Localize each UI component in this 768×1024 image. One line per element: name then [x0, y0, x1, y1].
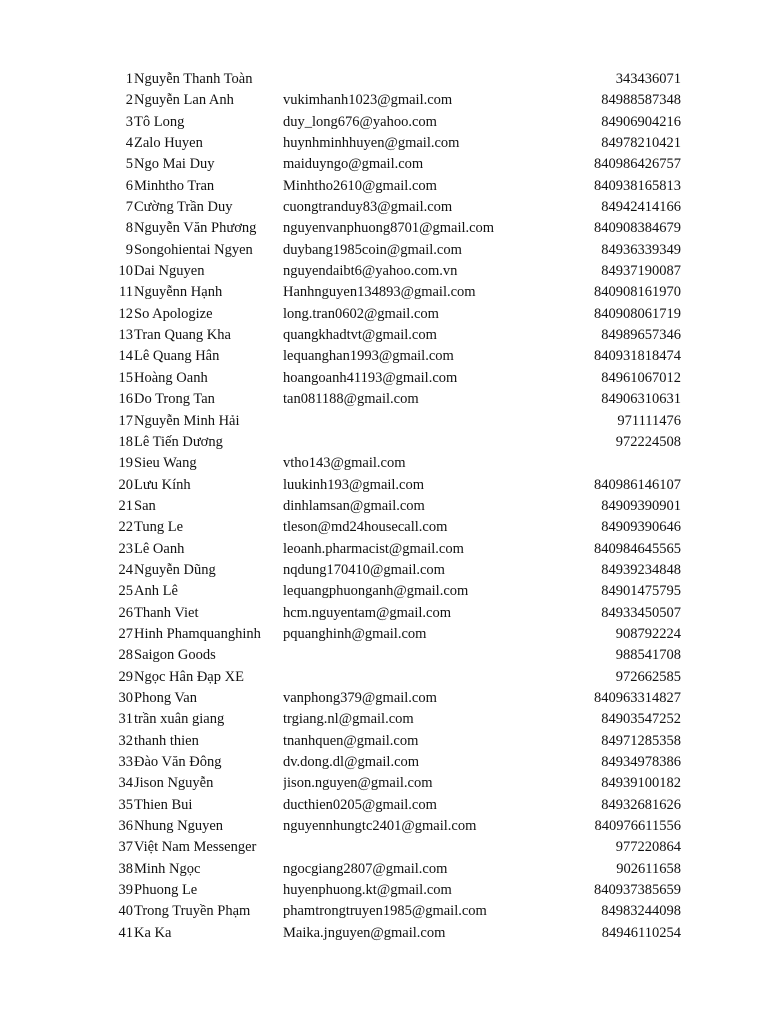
contact-email: Maika.jnguyen@gmail.com	[283, 924, 446, 941]
contact-name: Minh Ngọc	[134, 860, 201, 877]
contact-name: Trong Truyền Phạm	[134, 903, 251, 920]
table-row	[0, 432, 768, 453]
contact-phone: 84978210421	[601, 135, 681, 152]
contact-phone: 84933450507	[601, 604, 681, 621]
row-number: 41	[118, 924, 133, 941]
contact-name: Tung Le	[134, 519, 184, 536]
table-row	[0, 624, 768, 645]
contact-name: Hinh Phamquanghinh	[134, 625, 261, 642]
contact-phone: 343436071	[615, 71, 681, 87]
table-row	[0, 176, 768, 197]
contact-phone: 840963314827	[594, 689, 681, 706]
contact-table	[0, 69, 768, 944]
contact-phone: 84932681626	[601, 796, 681, 813]
contact-phone: 840937385659	[594, 882, 681, 899]
table-row	[0, 325, 768, 346]
row-number: 30	[118, 689, 133, 706]
table-row	[0, 688, 768, 709]
contact-name: Cường Trần Duy	[134, 199, 233, 216]
contact-email: nqdung170410@gmail.com	[283, 561, 445, 578]
row-number: 20	[118, 476, 133, 493]
row-number: 17	[118, 412, 133, 429]
row-number: 2	[125, 92, 133, 109]
table-row	[0, 539, 768, 560]
table-row	[0, 880, 768, 901]
contact-phone: 971111476	[617, 412, 681, 429]
table-row	[0, 112, 768, 133]
table-row	[0, 603, 768, 624]
table-row	[0, 581, 768, 602]
table-row	[0, 475, 768, 496]
contact-email: phamtrongtruyen1985@gmail.com	[283, 903, 487, 920]
contact-phone: 840976611556	[594, 818, 681, 835]
contact-phone: 84934978386	[601, 754, 681, 770]
table-row	[0, 560, 768, 581]
contact-email: tan081188@gmail.com	[283, 391, 419, 408]
contact-phone: 84946110254	[601, 924, 681, 941]
row-number: 5	[125, 156, 133, 173]
table-row	[0, 389, 768, 410]
contact-email: nguyennhungtc2401@gmail.com	[283, 818, 477, 835]
contact-name: Thanh Viet	[134, 604, 199, 621]
contact-email: cuongtranduy83@gmail.com	[283, 199, 453, 216]
contact-phone: 84983244098	[601, 903, 681, 920]
contact-email: ngocgiang2807@gmail.com	[283, 860, 448, 877]
contact-email: Minhtho2610@gmail.com	[283, 177, 437, 194]
contact-name: Lê Quang Hân	[134, 348, 220, 365]
table-row	[0, 837, 768, 858]
contact-phone: 840908384679	[594, 220, 681, 237]
row-number: 29	[118, 668, 133, 685]
contact-name: Dai Nguyen	[134, 263, 205, 280]
contact-phone: 84988587348	[601, 92, 681, 109]
contact-name: Phong Van	[134, 689, 197, 706]
contact-phone: 902611658	[616, 860, 681, 877]
row-number: 13	[118, 327, 133, 344]
contact-name: Lê Oanh	[134, 540, 185, 557]
contact-name: Do Trong Tan	[134, 391, 215, 408]
row-number: 4	[125, 135, 133, 152]
table-row	[0, 795, 768, 816]
contact-name: Lưu Kính	[134, 476, 191, 493]
row-number: 38	[118, 860, 133, 877]
row-number: 9	[125, 241, 133, 258]
contact-email: hcm.nguyentam@gmail.com	[283, 604, 451, 621]
table-row	[0, 667, 768, 688]
contact-phone: 84939234848	[601, 561, 681, 578]
contact-email: huyenphuong.kt@gmail.com	[283, 882, 452, 899]
row-number: 15	[118, 369, 133, 386]
table-row	[0, 282, 768, 303]
table-row	[0, 411, 768, 432]
contact-email: leoanh.pharmacist@gmail.com	[283, 540, 464, 557]
contact-phone: 840986146107	[594, 476, 681, 493]
contact-name: San	[134, 497, 156, 514]
contact-name: Nguyễn Dũng	[134, 561, 216, 578]
contact-phone: 84903547252	[601, 711, 681, 728]
contact-name: trần xuân giang	[134, 711, 225, 728]
contact-phone: 840908161970	[594, 284, 681, 301]
table-row	[0, 133, 768, 154]
contact-name: Zalo Huyen	[134, 135, 203, 152]
table-row	[0, 901, 768, 922]
row-number: 34	[118, 775, 133, 792]
contact-name: Ka Ka	[134, 924, 172, 941]
table-row	[0, 69, 768, 90]
row-number: 21	[118, 497, 133, 514]
contact-email: jison.nguyen@gmail.com	[283, 775, 433, 792]
contact-email: luukinh193@gmail.com	[283, 476, 425, 493]
contact-name: Nhung Nguyen	[134, 818, 224, 835]
contact-email: Hanhnguyen134893@gmail.com	[283, 284, 476, 301]
row-number: 35	[118, 796, 133, 813]
contact-phone: 972224508	[615, 433, 681, 450]
contact-name: Nguyễn Thanh Toàn	[134, 71, 253, 87]
contact-email: ducthien0205@gmail.com	[283, 796, 437, 813]
contact-phone: 84971285358	[601, 732, 681, 749]
contact-email: nguyendaibt6@yahoo.com.vn	[283, 263, 458, 280]
table-row	[0, 731, 768, 752]
contact-phone: 840986426757	[594, 156, 681, 173]
row-number: 26	[118, 604, 133, 621]
contact-phone: 988541708	[615, 647, 681, 664]
row-number: 11	[119, 284, 133, 301]
row-number: 12	[118, 305, 133, 322]
contact-name: Lê Tiến Dương	[134, 433, 223, 450]
row-number: 24	[118, 561, 133, 578]
contact-name: Nguyễn Minh Hải	[134, 412, 240, 429]
contact-phone: 84936339349	[601, 241, 681, 258]
contact-phone: 908792224	[615, 625, 681, 642]
contact-name: Sieu Wang	[134, 455, 197, 472]
table-row	[0, 368, 768, 389]
row-number: 10	[118, 263, 133, 280]
contact-name: Ngo Mai Duy	[134, 156, 215, 173]
table-row	[0, 752, 768, 773]
row-number: 16	[118, 391, 133, 408]
row-number: 28	[118, 647, 133, 664]
table-row	[0, 304, 768, 325]
contact-phone: 84942414166	[601, 199, 681, 216]
contact-name: Nguyễn Lan Anh	[134, 92, 234, 109]
contact-phone: 84961067012	[601, 369, 681, 386]
contact-name: thanh thien	[134, 732, 199, 749]
contact-name: Ngọc Hân Đạp XE	[134, 668, 244, 685]
contact-email: huynhminhhuyen@gmail.com	[283, 135, 460, 152]
table-row	[0, 517, 768, 538]
contact-email: trgiang.nl@gmail.com	[283, 711, 414, 728]
table-row	[0, 261, 768, 282]
table-row	[0, 496, 768, 517]
row-number: 31	[118, 711, 133, 728]
contact-phone: 84937190087	[601, 263, 681, 280]
table-row	[0, 709, 768, 730]
table-row	[0, 218, 768, 239]
contact-email: vtho143@gmail.com	[283, 455, 406, 472]
contact-phone: 977220864	[615, 839, 681, 856]
contact-email: long.tran0602@gmail.com	[283, 305, 439, 322]
row-number: 1	[125, 71, 133, 87]
contact-name: Đào Văn Đông	[134, 754, 222, 770]
contact-name: Anh Lê	[134, 583, 178, 600]
contact-email: duybang1985coin@gmail.com	[283, 241, 462, 258]
table-row	[0, 453, 768, 474]
contact-name: Jison Nguyễn	[134, 775, 214, 792]
row-number: 23	[118, 540, 133, 557]
row-number: 40	[118, 903, 133, 920]
contact-email: hoangoanh41193@gmail.com	[283, 369, 458, 386]
contact-email: tleson@md24housecall.com	[283, 519, 448, 536]
contact-phone: 84939100182	[601, 775, 681, 792]
table-row	[0, 154, 768, 175]
contact-name: Minhtho Tran	[134, 177, 215, 194]
table-row	[0, 923, 768, 944]
table-row	[0, 859, 768, 880]
contact-phone: 84989657346	[601, 327, 681, 344]
row-number: 6	[125, 177, 133, 194]
table-row	[0, 197, 768, 218]
contact-name: Tô Long	[134, 113, 185, 130]
contact-email: maiduyngo@gmail.com	[283, 156, 424, 173]
table-row	[0, 90, 768, 111]
row-number: 14	[118, 348, 133, 365]
contact-phone: 840931818474	[594, 348, 681, 365]
contact-email: dv.dong.dl@gmail.com	[283, 754, 420, 770]
contact-email: vukimhanh1023@gmail.com	[283, 92, 453, 109]
row-number: 27	[118, 625, 133, 642]
contact-email: lequangphuonganh@gmail.com	[283, 583, 469, 600]
contact-email: tnanhquen@gmail.com	[283, 732, 419, 749]
contact-email: vanphong379@gmail.com	[283, 689, 437, 706]
contact-email: pquanghinh@gmail.com	[283, 625, 427, 642]
contact-phone: 840938165813	[594, 177, 681, 194]
row-number: 32	[118, 732, 133, 749]
contact-email: duy_long676@yahoo.com	[283, 113, 437, 130]
contact-phone: 84906904216	[601, 113, 681, 130]
table-row	[0, 773, 768, 794]
row-number: 39	[118, 882, 133, 899]
contact-name: Nguyễn Văn Phương	[134, 220, 257, 237]
table-row	[0, 816, 768, 837]
contact-phone: 840908061719	[594, 305, 681, 322]
contact-name: Việt Nam Messenger	[134, 839, 257, 856]
contact-name: Saigon Goods	[134, 647, 216, 664]
row-number: 8	[125, 220, 133, 237]
contact-phone: 84901475795	[601, 583, 681, 600]
row-number: 7	[125, 199, 133, 216]
row-number: 3	[125, 113, 133, 130]
row-number: 22	[118, 519, 133, 536]
contact-name: So Apologize	[134, 305, 213, 322]
contact-phone: 972662585	[615, 668, 681, 685]
contact-name: Thien Bui	[134, 796, 193, 813]
contact-email: dinhlamsan@gmail.com	[283, 497, 425, 514]
table-row	[0, 645, 768, 666]
contact-phone: 84909390646	[601, 519, 681, 536]
row-number: 33	[118, 754, 133, 770]
table-row	[0, 346, 768, 367]
row-number: 37	[118, 839, 133, 856]
contact-name: Nguyễnn Hạnh	[134, 284, 223, 301]
contact-phone: 84906310631	[601, 391, 681, 408]
row-number: 18	[118, 433, 133, 450]
table-row	[0, 240, 768, 261]
contact-name: Hoàng Oanh	[134, 369, 208, 386]
contact-name: Songohientai Ngyen	[134, 241, 253, 258]
contact-name: Phuong Le	[134, 882, 198, 899]
row-number: 36	[118, 818, 133, 835]
row-number: 25	[118, 583, 133, 600]
contact-name: Tran Quang Kha	[134, 327, 231, 344]
row-number: 19	[118, 455, 133, 472]
contact-email: lequanghan1993@gmail.com	[283, 348, 454, 365]
contact-phone: 840984645565	[594, 540, 681, 557]
contact-email: quangkhadtvt@gmail.com	[283, 327, 437, 344]
contact-phone: 84909390901	[601, 497, 681, 514]
contact-email: nguyenvanphuong8701@gmail.com	[283, 220, 495, 237]
